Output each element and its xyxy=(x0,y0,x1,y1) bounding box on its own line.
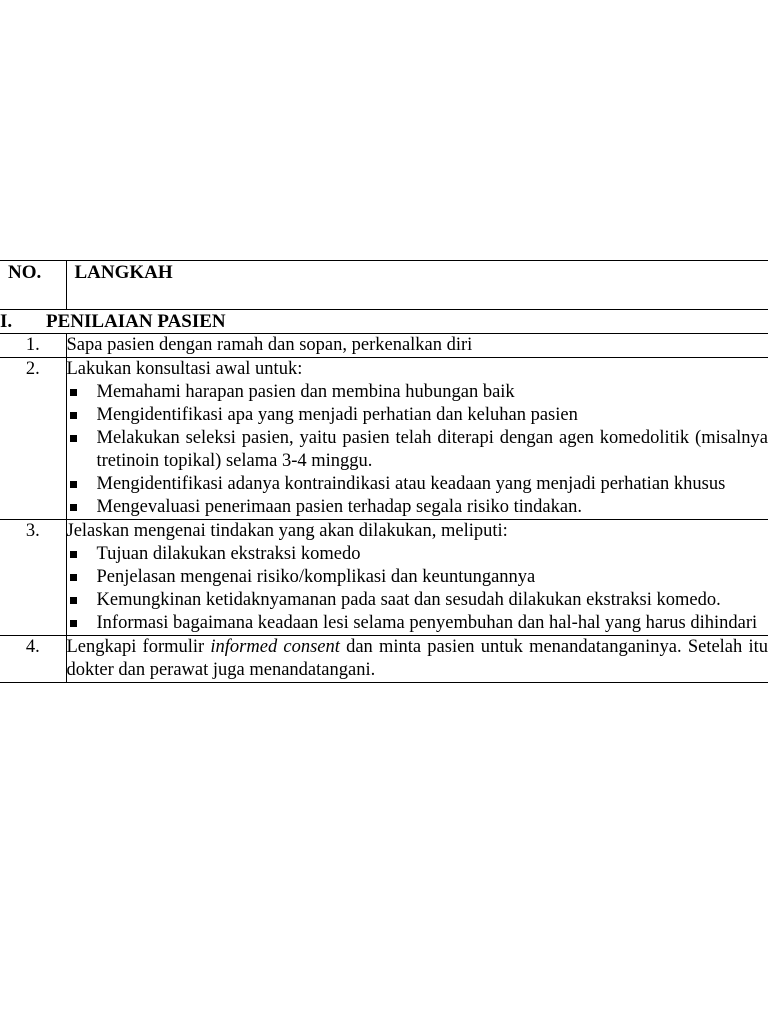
table-row xyxy=(0,520,768,636)
section-title: PENILAIAN PASIEN xyxy=(46,311,226,332)
list-item: Kemungkinan ketidaknyamanan pada saat dan sesudah dilakukan ekstraksi komedo. xyxy=(67,589,768,612)
list-item: Mengidentifikasi adanya kontraindikasi atau keadaan yang menjadi perhatian khusus xyxy=(67,473,768,496)
section-number: I. xyxy=(0,311,13,332)
step-content xyxy=(66,358,768,520)
step-content xyxy=(66,520,768,636)
step-content xyxy=(66,636,768,683)
procedure-table xyxy=(0,260,768,683)
step-content xyxy=(66,334,768,358)
table-header-row xyxy=(0,261,768,310)
step-text-a: Lengkapi formulir xyxy=(66,637,205,657)
list-item: Tujuan dilakukan ekstraksi komedo xyxy=(67,543,768,566)
step-number: 2. xyxy=(0,358,66,520)
section-heading xyxy=(0,310,768,334)
step-text xyxy=(67,636,768,682)
step-number: 3. xyxy=(0,520,66,636)
table-row xyxy=(0,334,768,358)
table-row xyxy=(0,358,768,520)
section-row xyxy=(0,310,768,334)
step-intro: Lakukan konsultasi awal untuk: xyxy=(66,359,303,379)
step-number: 4. xyxy=(0,636,66,683)
list-item: Mengevaluasi penerimaan pasien terhadap segala risiko tindakan. xyxy=(67,496,768,519)
bullet-list xyxy=(67,381,768,519)
header-no: NO. xyxy=(0,261,66,310)
table-row xyxy=(0,636,768,683)
header-step: LANGKAH xyxy=(66,261,768,310)
list-item: Melakukan seleksi pasien, yaitu pasien telah diterapi dengan agen komedolitik (misalnya tretinoin topikal) selama 3-4 minggu. xyxy=(67,427,768,473)
list-item: Informasi bagaimana keadaan lesi selama penyembuhan dan hal-hal yang harus dihindari xyxy=(67,612,768,635)
step-number: 1. xyxy=(0,334,66,358)
step-text-emphasis: informed consent xyxy=(210,637,340,657)
list-item: Memahami harapan pasien dan membina hubungan baik xyxy=(67,381,768,404)
step-intro: Sapa pasien dengan ramah dan sopan, perkenalkan diri xyxy=(66,335,473,355)
list-item: Penjelasan mengenai risiko/komplikasi dan keuntungannya xyxy=(67,566,768,589)
step-intro: Jelaskan mengenai tindakan yang akan dilakukan, meliputi: xyxy=(66,521,508,541)
list-item: Mengidentifikasi apa yang menjadi perhatian dan keluhan pasien xyxy=(67,404,768,427)
step-text-b: dan minta pasien untuk menandatanganinya. Setelah itu dokter dan perawat juga menandatangani. xyxy=(66,637,768,680)
bullet-list xyxy=(67,543,768,635)
